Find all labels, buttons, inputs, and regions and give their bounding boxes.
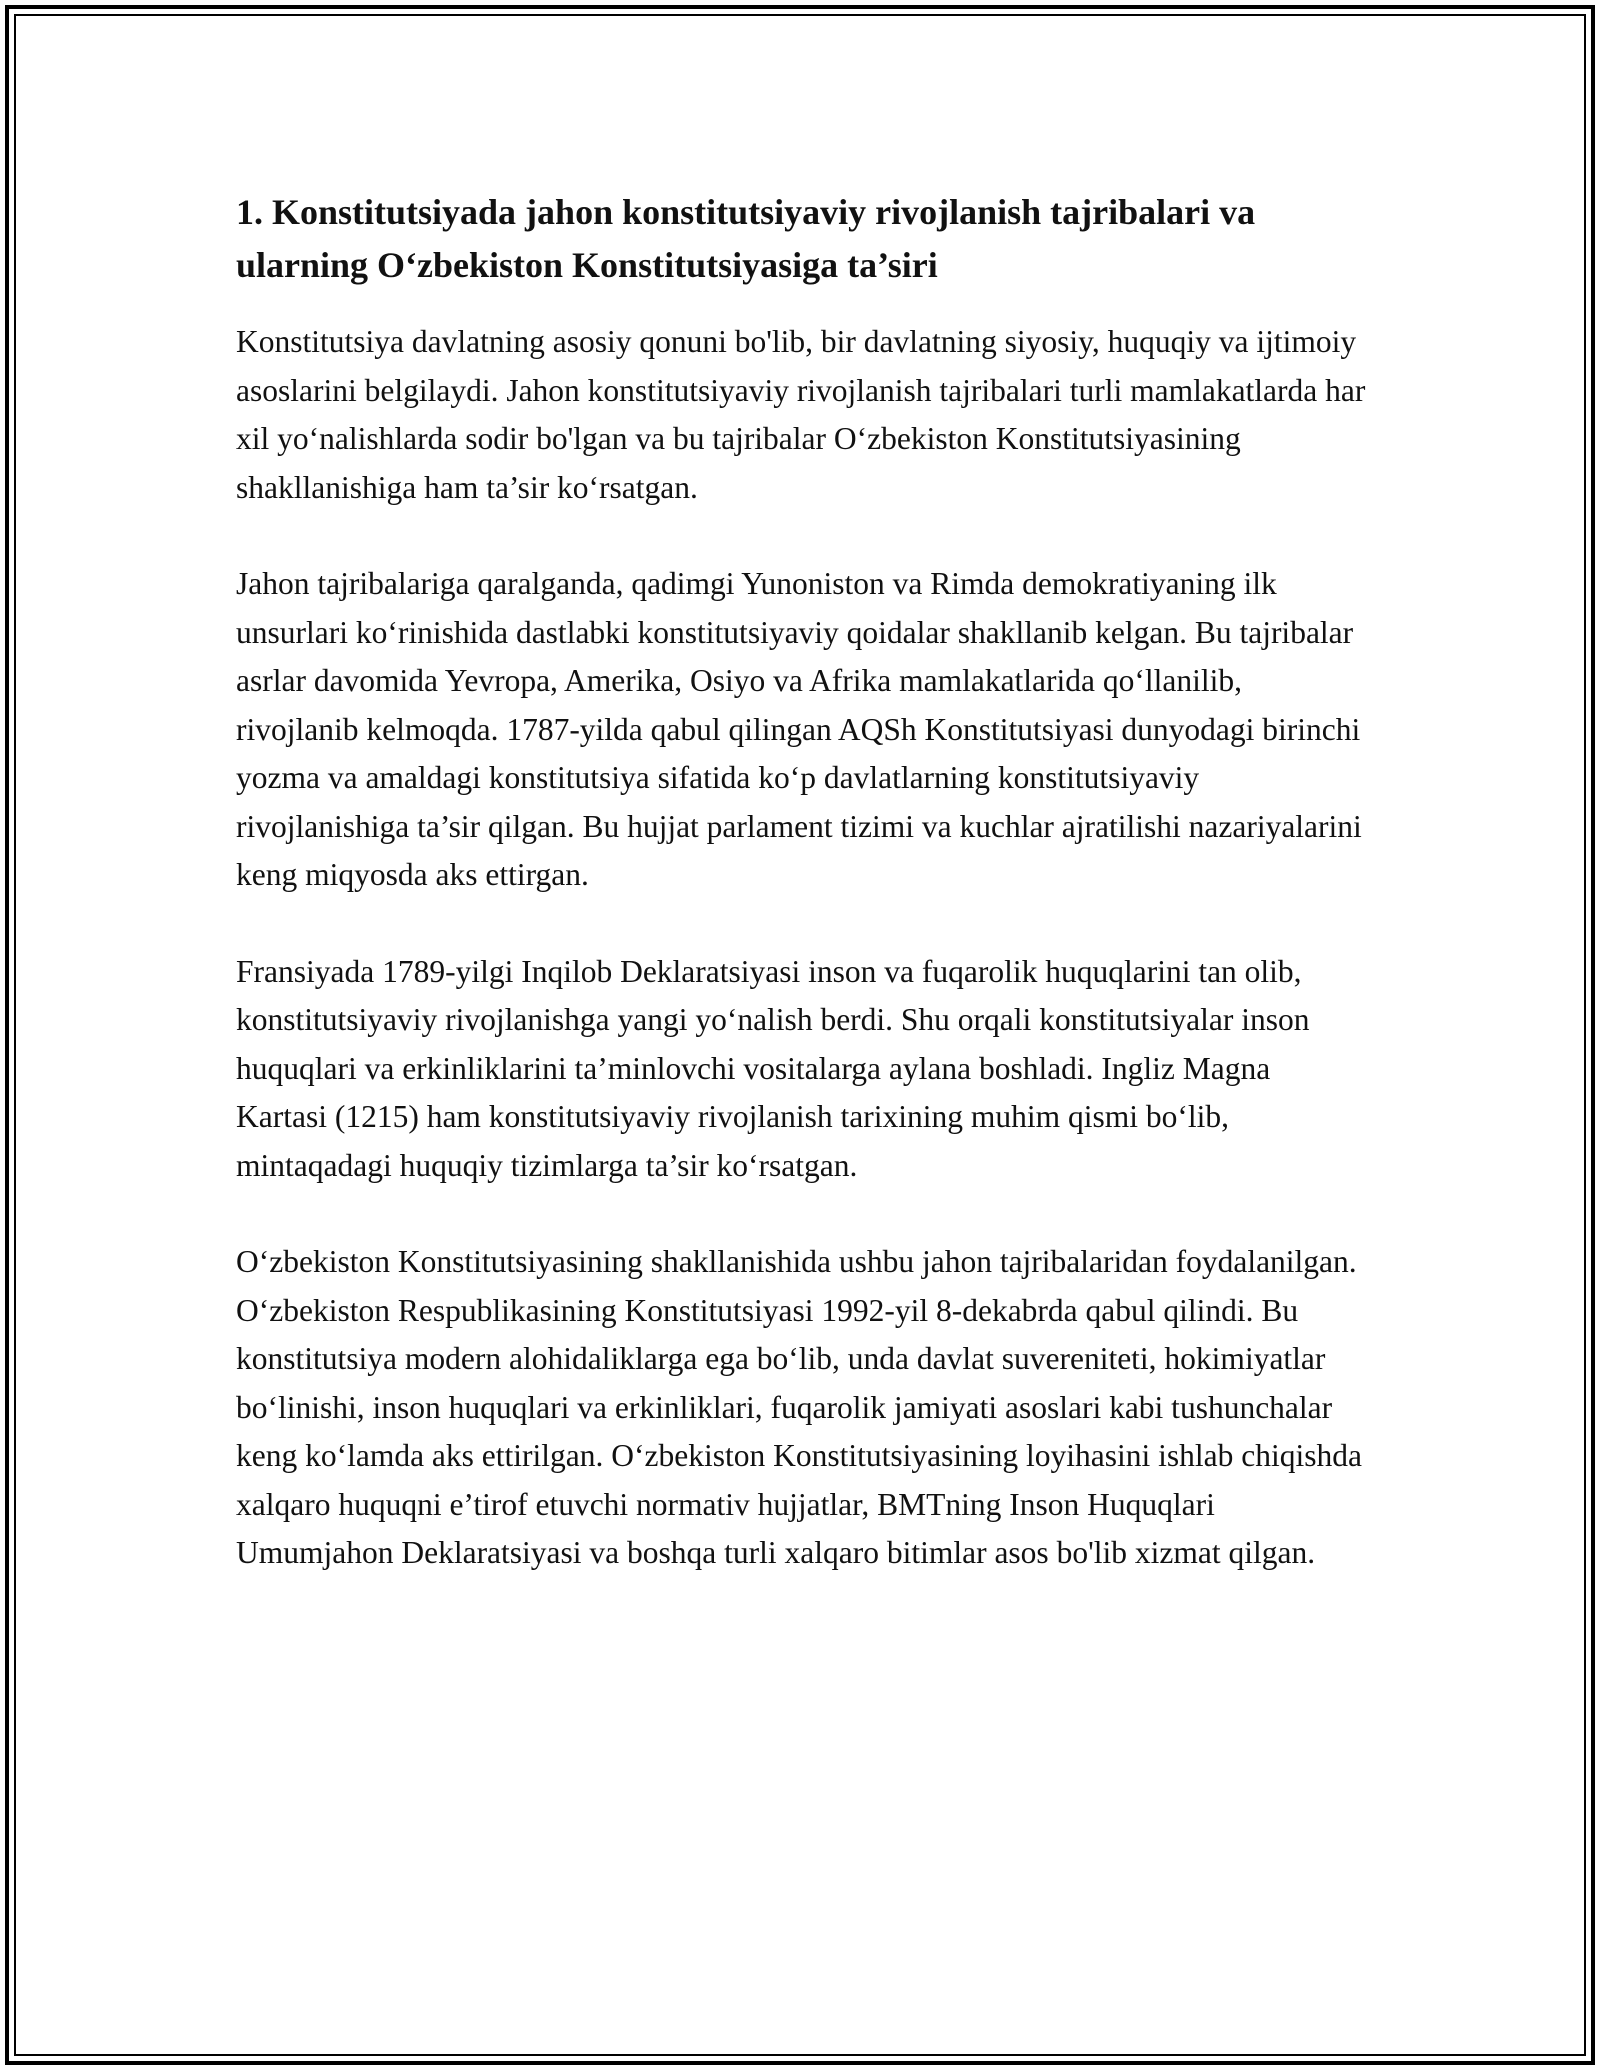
document-body (236, 186, 1366, 1626)
paragraph-2: Jahon tajribalariga qaralganda, qadimgi Yunoniston va Rimda demokratiyaning ilk unsurlari ko‘rinishida dastlabki konstitutsiyaviy qoidalar shakllanib kelgan. Bu tajribalar asrlar davomida Yevropa, Amerika, Osiyo va Afrika mamlakatlarida qo‘llanilib, rivojlanib kelmoqda. 1787-yilda qabul qilingan AQSh Konstitutsiyasi dunyodagi birinchi yozma va amaldagi konstitutsiya sifatida ko‘p davlatlarning konstitutsiyaviy rivojlanishiga ta’sir qilgan. Bu hujjat parlament tizimi va kuchlar ajratilishi nazariyalarini keng miqyosda aks ettirgan. (236, 566, 1362, 892)
paragraph-4: O‘zbekiston Konstitutsiyasining shakllanishida ushbu jahon tajribalaridan foydalanilgan. O‘zbekiston Respublikasining Konstitutsiyasi 1992-yil 8-dekabrda qabul qilindi. Bu konstitutsiya modern alohidaliklarga ega bo‘lib, unda davlat suvereniteti, hokimiyatlar bo‘linishi, inson huquqlari va erkinliklari, fuqarolik jamiyati asoslari kabi tushunchalar keng ko‘lamda aks ettirilgan. O‘zbekiston Konstitutsiyasining loyihasini ishlab chiqishda xalqaro huquqni e’tirof etuvchi normativ hujjatlar, BMTning Inson Huquqlari Umumjahon Deklaratsiyasi va boshqa turli xalqaro bitimlar asos bo'lib xizmat qilgan. (236, 1244, 1362, 1570)
document-title: 1. Konstitutsiyada jahon konstitutsiyaviy rivojlanish tajribalari va ularning O‘zbekiston Konstitutsiyasiga ta’siri (236, 192, 1256, 285)
paragraph-3: Fransiyada 1789-yilgi Inqilob Deklaratsiyasi inson va fuqarolik huquqlarini tan olib, konstitutsiyaviy rivojlanishga yangi yo‘nalish berdi. Shu orqali konstitutsiyalar inson huquqlari va erkinliklarini ta’minlovchi vositalarga aylana boshladi. Ingliz Magna Kartasi (1215) ham konstitutsiyaviy rivojlanish tarixining muhim qismi bo‘lib, mintaqadagi huquqiy tizimlarga ta’sir ko‘rsatgan. (236, 953, 1310, 1183)
paragraph-1: Konstitutsiya davlatning asosiy qonuni bo'lib, bir davlatning siyosiy, huquqiy va ijtimoiy asoslarini belgilaydi. Jahon konstitutsiyaviy rivojlanish tajribalari turli mamlakatlarda har xil yo‘nalishlarda sodir bo'lgan va bu tajribalar O‘zbekiston Konstitutsiyasining shakllanishiga ham ta’sir ko‘rsatgan. (236, 324, 1366, 505)
